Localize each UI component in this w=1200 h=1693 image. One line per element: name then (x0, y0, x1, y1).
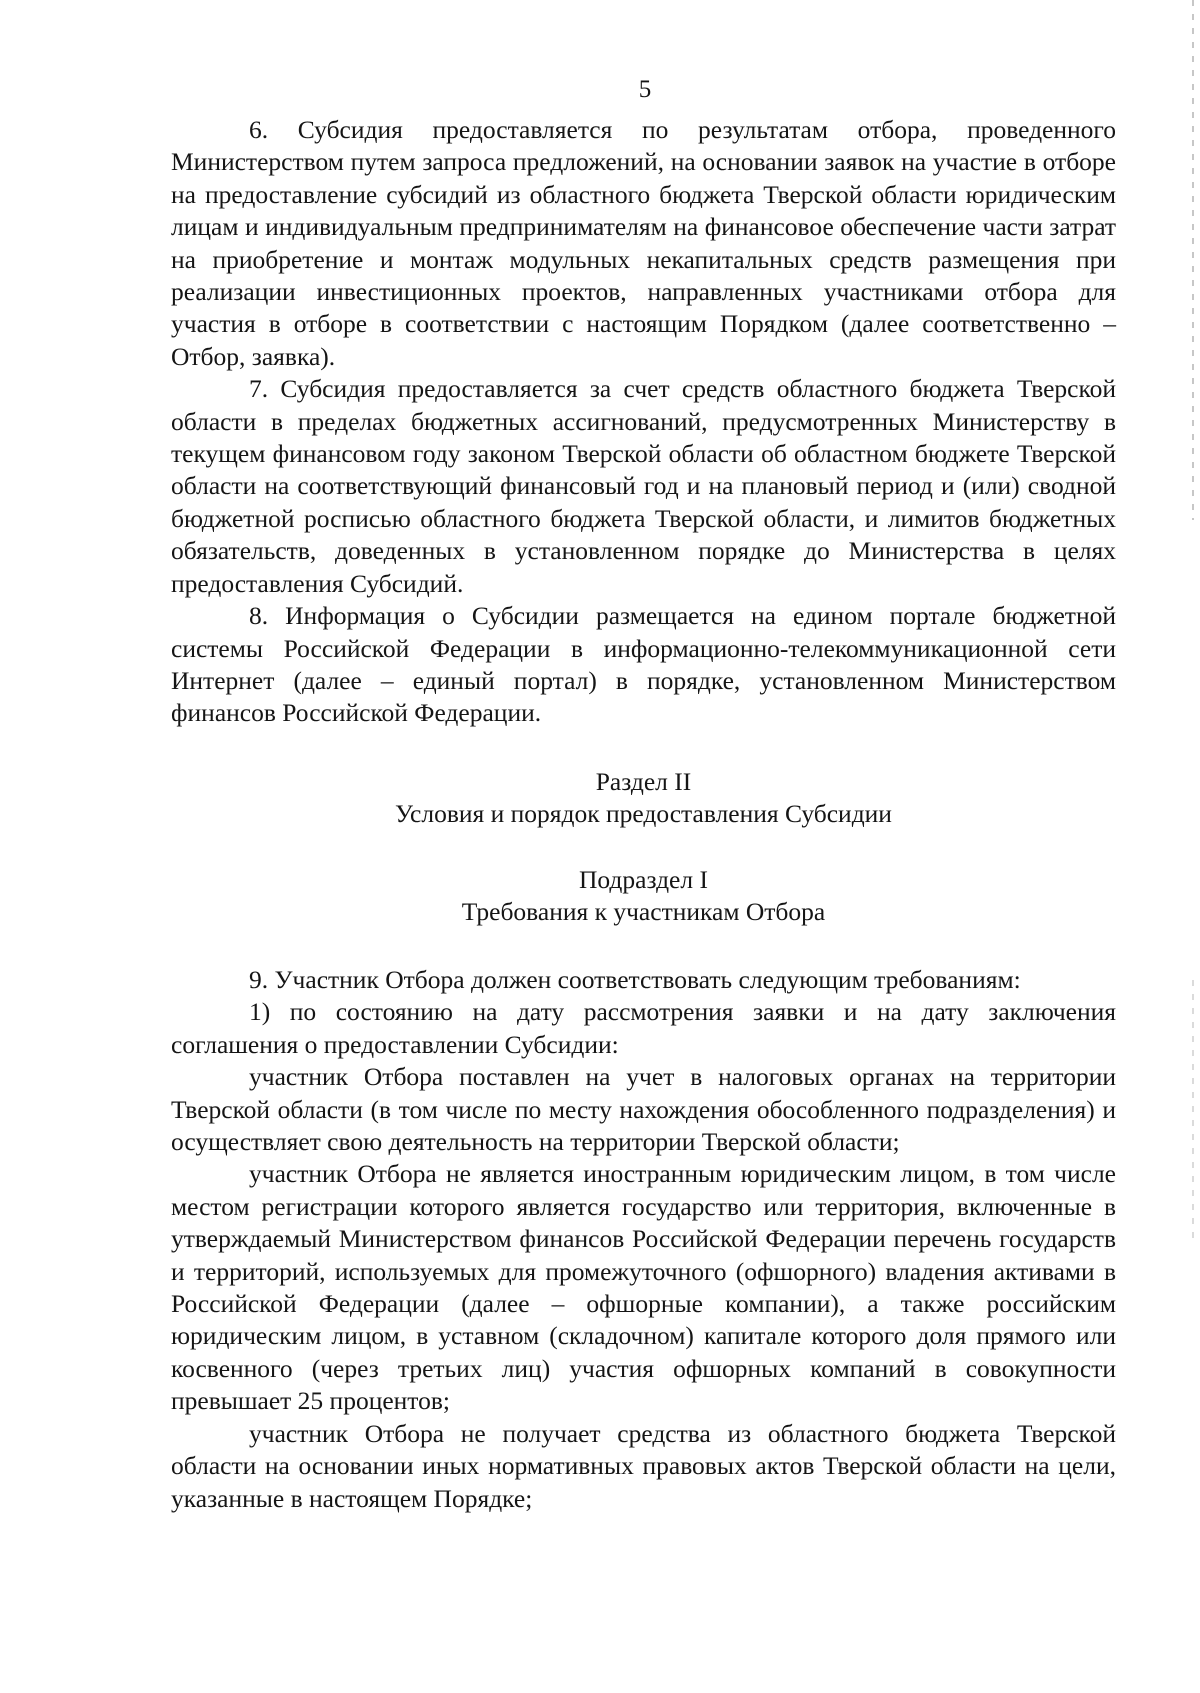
section-number: Раздел II (595, 767, 692, 796)
requirement-not-foreign-entity: участник Отбора не является иностранным юридическим лицом, в том числе местом регистрации которого является государство или территория, включенные в утверждаемый Министерством финансов Российской Федерации перечень государств и территорий, используемых для промежуточного (офшорного) владения активами в Российской Федерации (далее – офшорные компании), а также российским юридическим лицом, в уставном (складочном) капитале которого доля прямого или косвенного (через третьих лиц) участия офшорных компаний в совокупности превышает 25 процентов; (171, 1159, 1116, 1416)
paragraph-9-1: 1) по состоянию на дату рассмотрения заявки и на дату заключения соглашения о предоставлении Субсидии: (171, 997, 1116, 1059)
subsection-title: Требования к участникам Отбора (461, 897, 826, 927)
paragraph-6: 6. Субсидия предоставляется по результатам отбора, проведенного Министерством путем запроса предложений, на основании заявок на участие в отборе на предоставление субсидий из областного бюджета Тверской области юридическим лицам и индивидуальным предпринимателям на финансовое обеспечение части затрат на приобретение и монтаж модульных некапитальных средств размещения при реализации инвестиционных проектов, направленных участниками отбора для участия в отборе в соответствии с настоящим Порядком (далее соответственно – Отбор, заявка). (171, 115, 1116, 371)
paragraph-9: 9. Участник Отбора должен соответствовать следующим требованиям: (249, 965, 1021, 994)
requirement-tax-registration: участник Отбора поставлен на учет в налоговых органах на территории Тверской области (в том числе по месту нахождения обособленного подразделения) и осуществляет свою деятельность на территории Тверской области; (171, 1062, 1116, 1157)
requirement-no-other-funding: участник Отбора не получает средства из областного бюджета Тверской области на основании иных нормативных правовых актов Тверской области на цели, указанные в настоящем Порядке; (171, 1418, 1116, 1513)
scan-edge-artifact (1192, 980, 1194, 1240)
subsection-number: Подраздел I (579, 865, 708, 894)
paragraph-8: 8. Информация о Субсидии размещается на едином портале бюджетной системы Российской Федерации в информационно-телекоммуникационной сети Интернет (далее – единый портал) в порядке, установленном Министерством финансов Российской Федерации. (171, 601, 1116, 728)
section-heading (171, 766, 1116, 831)
paragraphs-bottom (171, 964, 1116, 1515)
paragraphs-top (171, 114, 1116, 730)
section-title: Условия и порядок предоставления Субсидии (395, 799, 892, 829)
page-number: 5 (638, 76, 652, 103)
paragraph-7: 7. Субсидия предоставляется за счет средств областного бюджета Тверской области в пределах бюджетных ассигнований, предусмотренных Министерству в текущем финансовом году законом Тверской области об областном бюджете Тверской области на соответствующий финансовый год и на плановый период и (или) сводной бюджетной росписью областного бюджета Тверской области, и лимитов бюджетных обязательств, доведенных в установленном порядке до Министерства в целях предоставления Субсидий. (171, 374, 1116, 598)
subsection-heading (171, 864, 1116, 929)
